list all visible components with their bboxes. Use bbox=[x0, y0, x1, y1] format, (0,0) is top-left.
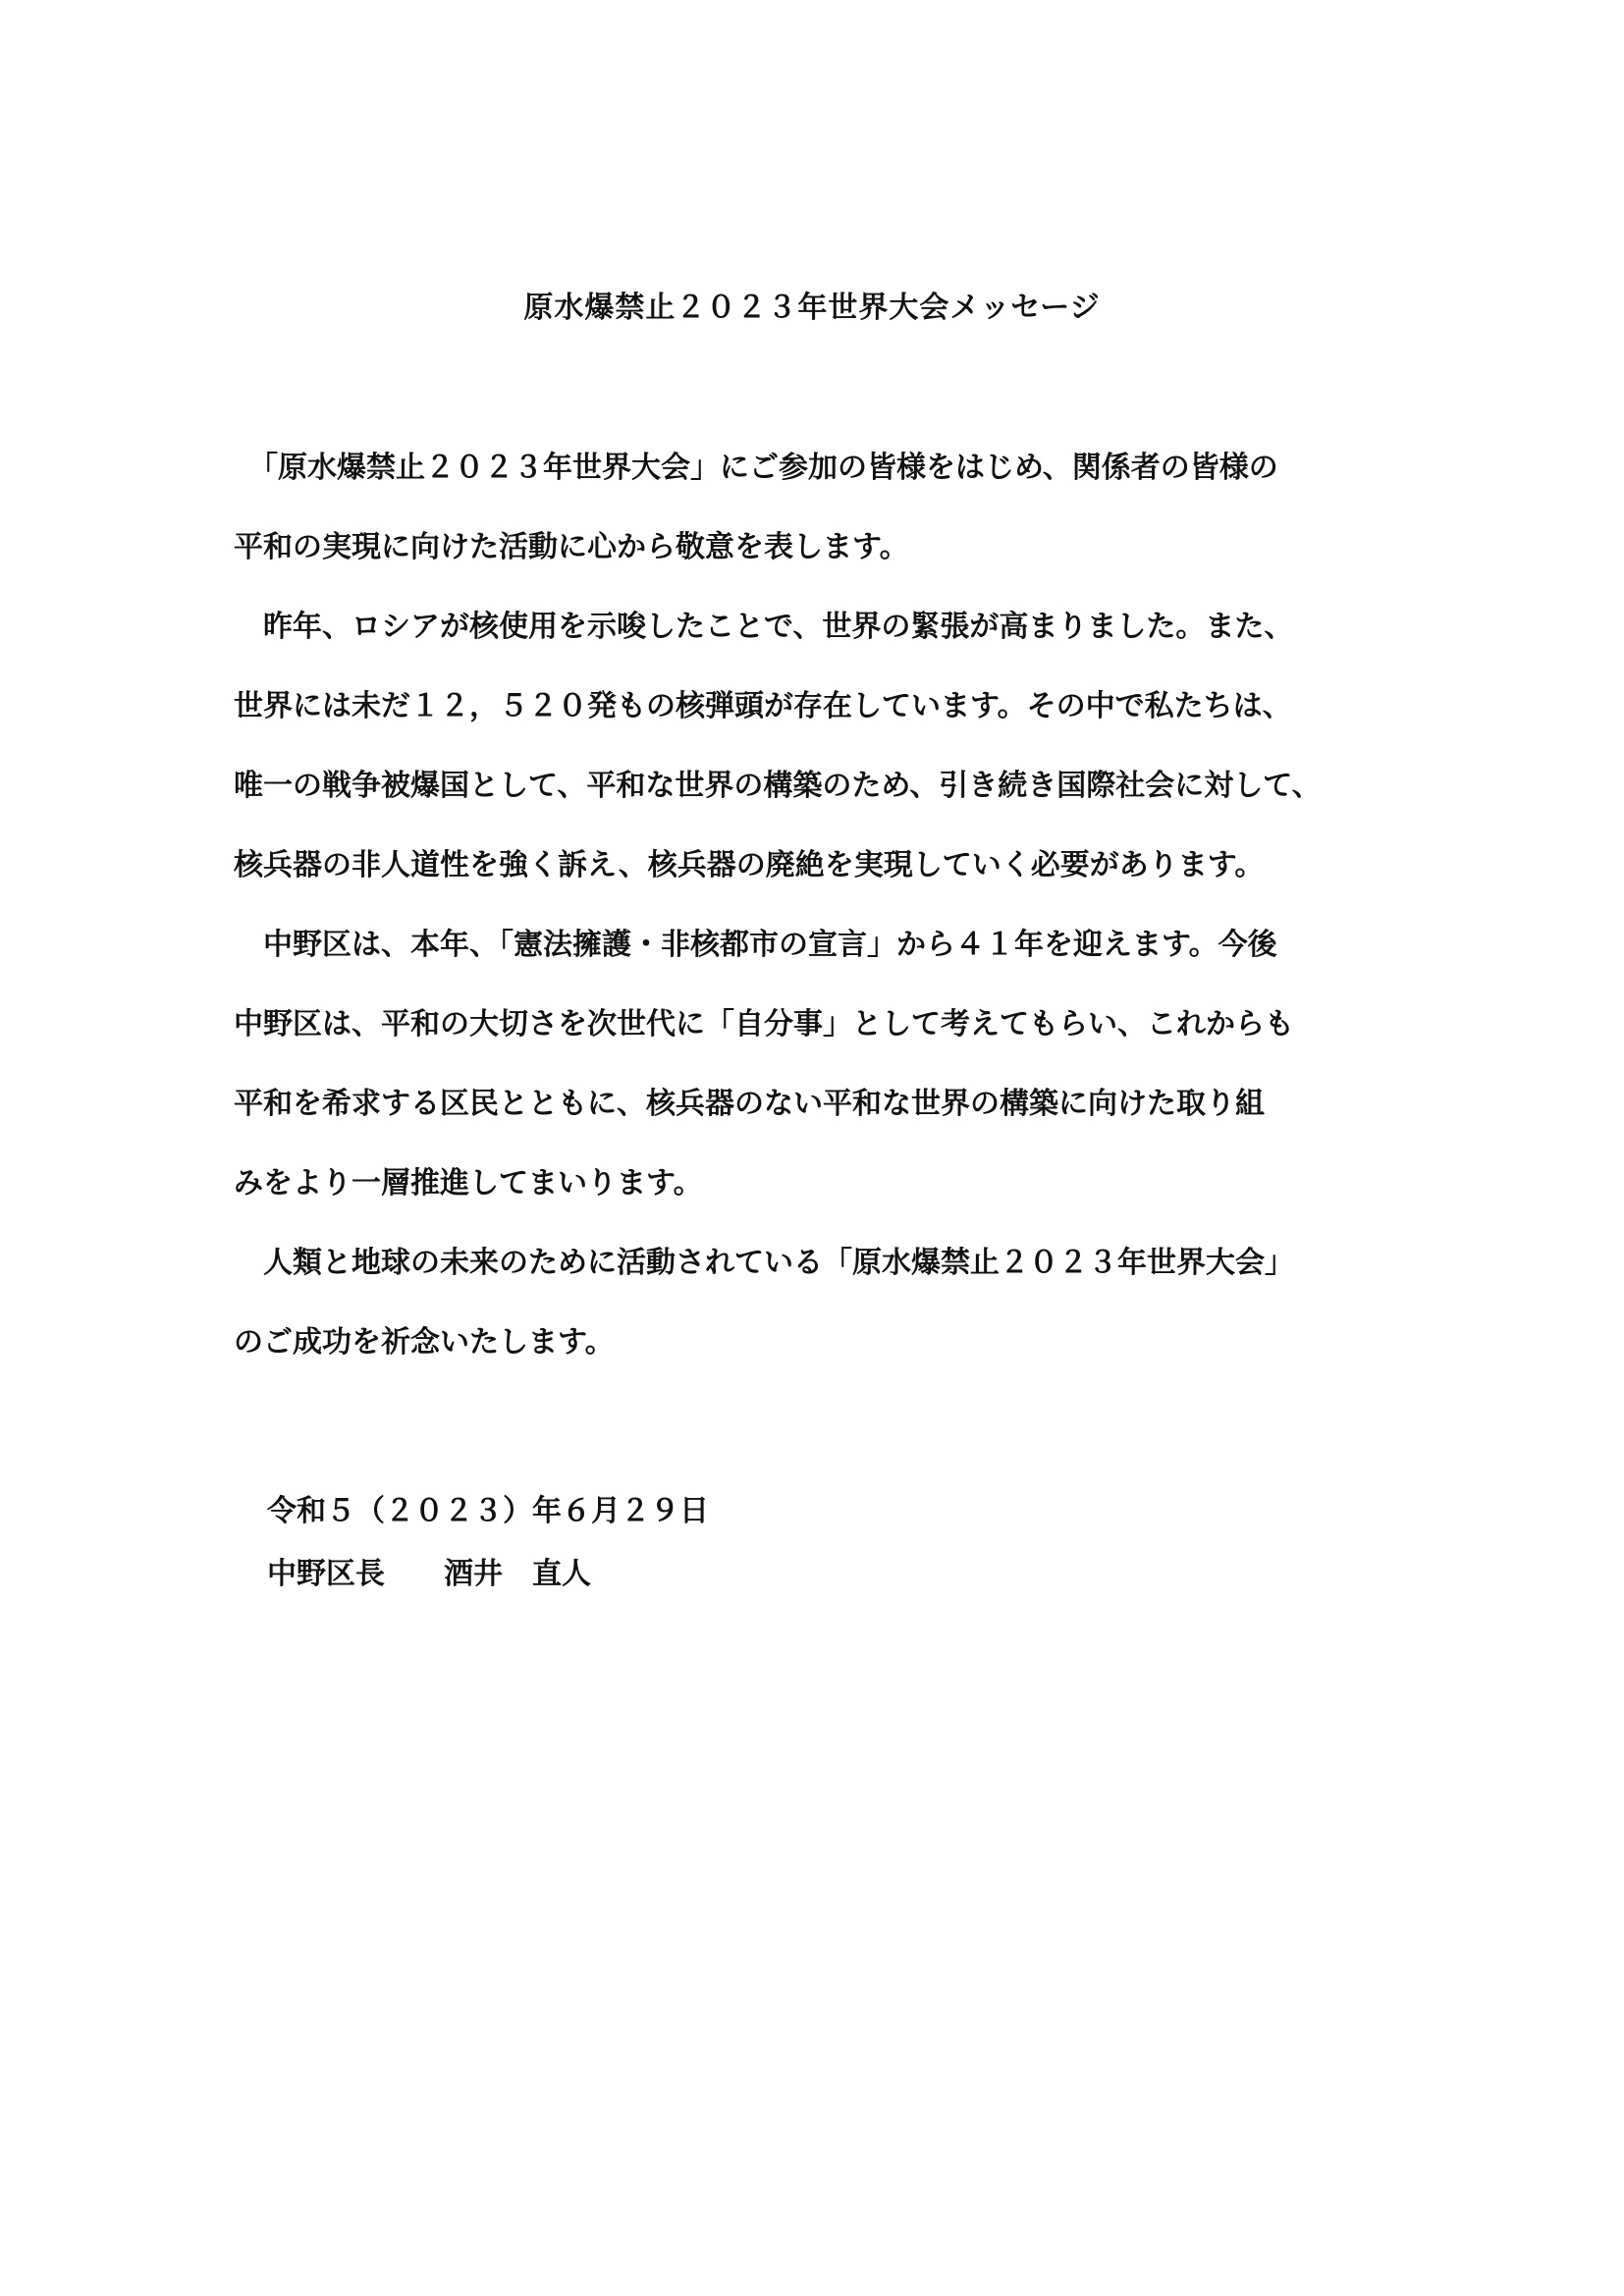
message-line: 中野区は、本年、「憲法擁護・非核都市の宣言」から４１年を迎えます。今後 bbox=[234, 928, 1277, 962]
message-line: 唯一の戦争被爆国として、平和な世界の構築のため、引き続き国際社会に対して、 bbox=[234, 769, 1322, 803]
message-line: 中野区は、平和の大切さを次世代に「自分事」として考えてもらい、これからも bbox=[234, 1007, 1294, 1041]
message-line: 世界には未だ１２，５２０発もの核弾頭が存在しています。その中で私たちは、 bbox=[234, 689, 1292, 723]
document-title: 原水爆禁止２０２３年世界大会メッセージ bbox=[523, 291, 1101, 325]
signature-line: 中野区長 酒井 直人 bbox=[267, 1557, 591, 1591]
message-line: 人類と地球の未来のために活動されている「原水爆禁止２０２３年世界大会」 bbox=[234, 1246, 1294, 1280]
message-line: 「原水爆禁止２０２３年世界大会」にご参加の皆様をはじめ、関係者の皆様の bbox=[234, 451, 1278, 485]
message-body bbox=[234, 447, 1412, 1401]
date-line: 令和５（２０２３）年６月２９日 bbox=[267, 1494, 709, 1528]
message-line: 核兵器の非人道性を強く訴え、核兵器の廃絶を実現していく必要があります。 bbox=[234, 848, 1265, 882]
closing-block bbox=[267, 1490, 709, 1616]
message-line: みをより一層推進してまいります。 bbox=[234, 1166, 703, 1201]
message-line: 平和の実現に向けた活動に心から敬意を表します。 bbox=[234, 530, 909, 564]
message-line: のご成功を祈念いたします。 bbox=[234, 1325, 615, 1360]
message-line: 平和を希求する区民とともに、核兵器のない平和な世界の構築に向けた取り組 bbox=[234, 1087, 1265, 1121]
message-line: 昨年、ロシアが核使用を示唆したことで、世界の緊張が高まりました。また、 bbox=[234, 610, 1294, 644]
